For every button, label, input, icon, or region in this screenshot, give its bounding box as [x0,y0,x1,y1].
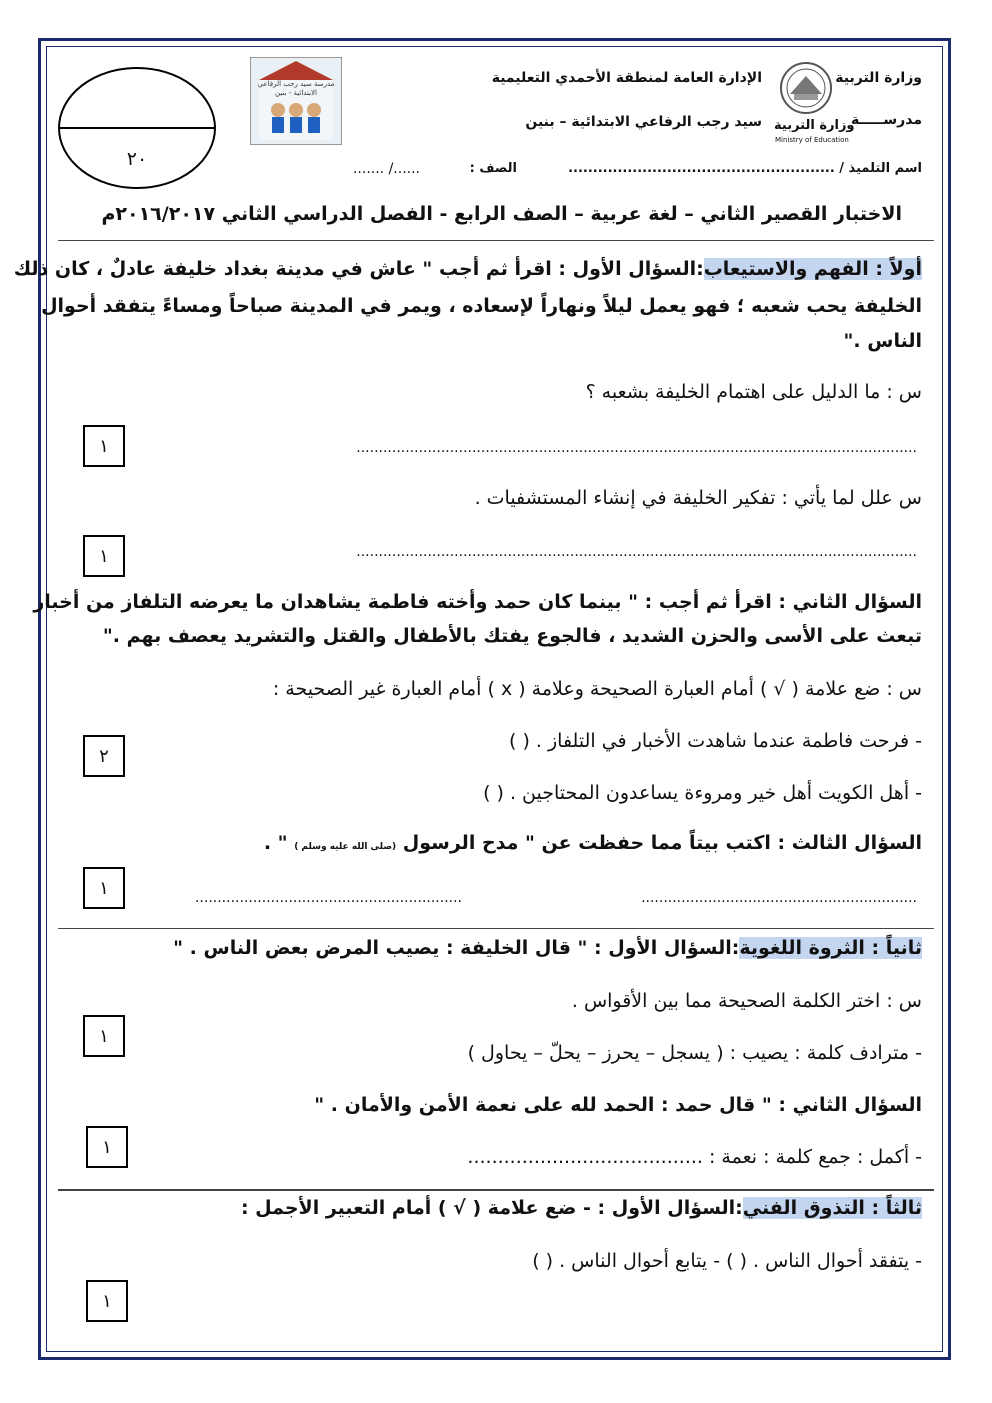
class-label: الصف : [469,161,517,176]
score-total: ٢٠ [126,148,148,170]
section2-q1-item[interactable]: - مترادف كلمة : يصيب : ( يسجل – يحرز – يحلّ – يحاول ) [467,1042,922,1064]
section1-heading: أولاً : الفهم والاستيعاب [703,258,922,280]
section2-heading: ثانياً : الثروة اللغوية [739,937,922,959]
score-box-s2q2: ١ [86,1126,128,1168]
section2-q2-label: السؤال الثاني : " قال حمد : الحمد لله على نعمة الأمن والأمان . " [314,1094,922,1116]
divider [58,1189,934,1191]
district-label: الإدارة العامة لمنطقة الأحمدي التعليمية [491,70,762,86]
score-box-q2: ٢ [83,735,125,777]
section1-q2-item1[interactable]: - فرحت فاطمة عندما شاهدت الأخبار في التلفاز . ( ) [509,730,922,752]
school-logo [250,57,342,145]
school-name: سيد رجب الرفاعي الابتدائية – بنين [525,114,762,130]
logo-text-ar: وزارة التربية [774,118,855,133]
section3-heading: ثالثاً : التذوق الفني [742,1197,922,1219]
section3-q1-items[interactable]: - يتفقد أحوال الناس . ( ) - يتابع أحوال الناس . ( ) [532,1250,922,1272]
answer-line-q1a[interactable]: .............................................................................................................................. [356,440,917,456]
section1-q1-line2: الخليفة يحب شعبه ؛ فهو يعمل ليلاً ونهاراً لإسعاده ، ويمر في المدينة صباحاً ومساءً يتفقد أحوال [41,295,922,317]
score-box-s2q1: ١ [83,1015,125,1057]
ministry-logo [770,60,842,148]
section1-q3-end: " . [263,832,288,854]
answer-line-q1b[interactable]: .............................................................................................................................. [356,544,917,560]
divider [58,928,934,929]
section3-q1-line [241,1197,922,1219]
school-logo-text: مدرسة سيد رجب الرفاعي الابتدائية - بنين [257,80,335,97]
section1-q1a: س : ما الدليل على اهتمام الخليفة بشعبه ؟ [585,381,922,403]
score-box-q1b: ١ [83,535,125,577]
answer-line-q3-right[interactable]: .............................................................. [641,890,917,906]
student-name-field[interactable]: اسم التلميذ / ...................................................... [568,161,922,176]
section1-q3 [264,832,922,854]
section1-q1-label: :السؤال الأول : اقرأ ثم أجب " عاش في مدينة بغداد خليفة عادلٌ ، كان ذلك [13,258,704,280]
section1-q3-main: السؤال الثالث : اكتب بيتاً مما حفظت عن " مدح الرسول [402,832,922,854]
section1-question1-line1 [14,258,922,280]
section1-q2-line2: تبعث على الأسى والحزن الشديد ، فالجوع يفتك بالأطفال والقتل والتشريد يعصف بهم ." [102,625,922,647]
logo-text-en: Ministry of Education [775,136,849,144]
ministry-label: وزارة التربية [835,70,922,86]
score-box-q3: ١ [83,867,125,909]
score-box-s3q1: ١ [86,1280,128,1322]
divider [58,240,934,241]
score-oval [57,66,217,190]
section2-q2-item[interactable]: - أكمل : جمع كلمة : نعمة : ....................................... [467,1146,922,1168]
section1-q1-line3: الناس ." [843,330,922,352]
score-box-q1a: ١ [83,425,125,467]
answer-line-q3-left[interactable]: ............................................................ [194,890,462,906]
section1-q2-item2[interactable]: - أهل الكويت أهل خير ومروءة يساعدون المحتاجين . ( ) [483,782,922,804]
section1-q2-line1: السؤال الثاني : اقرأ ثم أجب : " بينما كان حمد وأخته فاطمة يشاهدان ما يعرضه التلفاز من أخبار [33,591,922,613]
section2-q1-line [173,937,922,959]
section2-q1-label: :السؤال الأول : " قال الخليفة : يصيب المرض بعض الناس . " [173,937,740,959]
section1-q3-small: (صلى الله عليه وسلم ) [294,842,397,852]
school-label: مدرســـــة [851,112,922,128]
exam-title: الاختبار القصير الثاني – لغة عربية – الصف الرابع - الفصل الدراسي الثاني ٢٠١٦/٢٠١٧م [101,203,902,225]
section1-q2-instruction: س : ضع علامة ( √ ) أمام العبارة الصحيحة وعلامة ( x ) أمام العبارة غير الصحيحة : [272,678,922,700]
section2-q1-instruction: س : اختر الكلمة الصحيحة مما بين الأقواس . [571,990,922,1012]
class-field[interactable]: ....../ ....... [352,161,420,177]
section3-q1-label: :السؤال الأول : - ضع علامة ( √ ) أمام التعبير الأجمل : [240,1197,743,1219]
section1-q1b: س علل لما يأتي : تفكير الخليفة في إنشاء المستشفيات . [474,487,922,509]
